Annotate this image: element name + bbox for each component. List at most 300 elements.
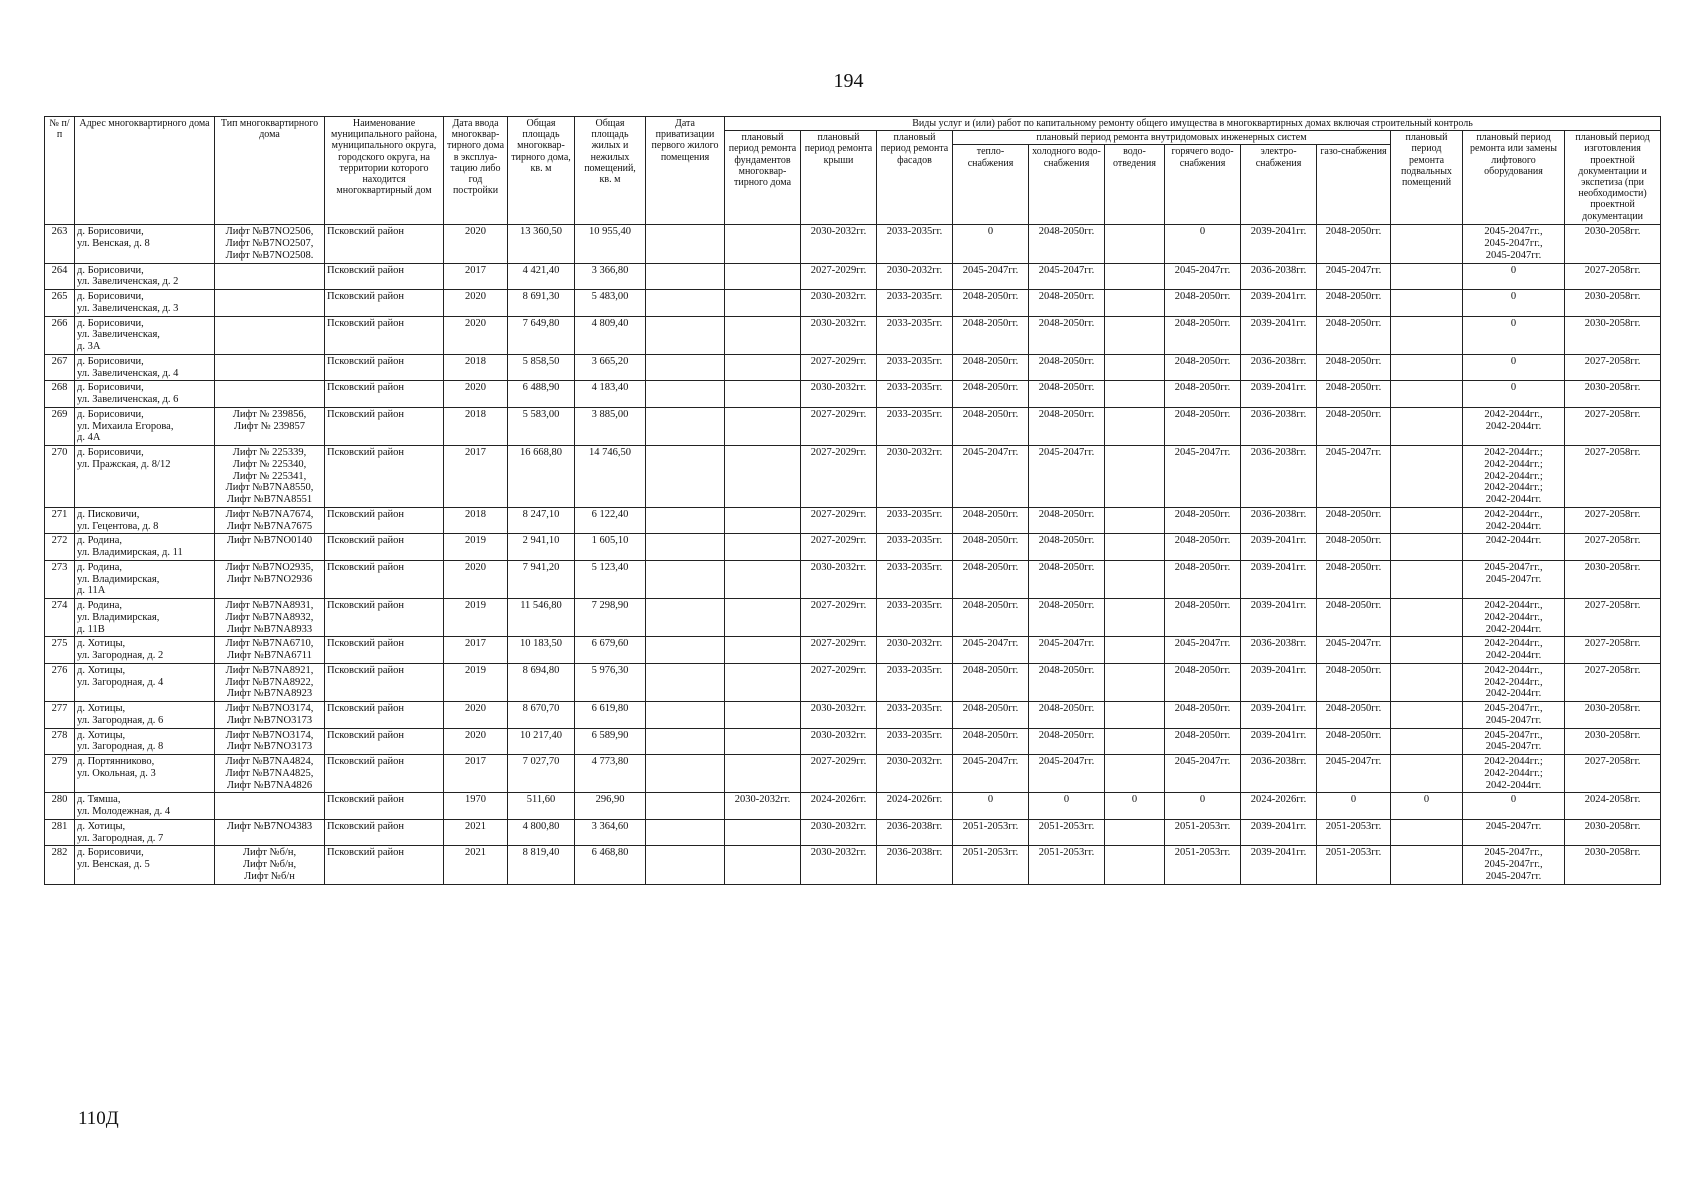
cell-elevator-line: 2045-2047гг., [1484,859,1543,871]
cell-num: 272 [45,534,75,561]
table-row [45,728,1661,755]
cell-drainage [1105,407,1165,445]
cell-lift-type [215,728,325,755]
cell-year: 2021 [444,819,508,846]
header-address: Адрес многоквартирного дома [75,117,215,225]
cell-elevator-line: 0 [1510,794,1517,806]
cell-address-line: ул. Загородная, д. 4 [77,676,164,688]
cell-privatization [646,819,725,846]
cell-electric: 2036-2038гг. [1241,507,1317,534]
cell-living-area: 6 589,90 [575,728,646,755]
cell-lift-type [215,263,325,290]
cell-address [75,819,215,846]
cell-elevator-line: 2042-2044гг., [1484,408,1543,420]
cell-hot-water: 2045-2047гг. [1165,755,1241,793]
cell-basement [1391,755,1463,793]
cell-facade: 2030-2032гг. [877,263,953,290]
cell-lift-type-line: Лифт №B7NO2935, [225,561,314,573]
cell-elevator-line: 0 [1510,317,1517,329]
cell-gas: 2045-2047гг. [1317,637,1391,664]
cell-electric: 2036-2038гг. [1241,354,1317,381]
cell-foundation [725,446,801,508]
cell-lift-type [215,793,325,820]
table-row [45,316,1661,354]
cell-address-line: ул. Завеличенская, д. 6 [77,394,179,406]
cell-design-docs: 2030-2058гг. [1565,846,1661,884]
cell-elevator-line: 2042-2044гг., [1484,638,1543,650]
cell-address [75,534,215,561]
cell-elevator-line: 2045-2047гг. [1485,714,1542,726]
cell-year: 2018 [444,407,508,445]
cell-address-line: ул. Владимирская, [77,573,160,585]
cell-living-area: 4 773,80 [575,755,646,793]
cell-elevator [1463,560,1565,598]
cell-heat: 2048-2050гг. [953,354,1029,381]
cell-foundation [725,316,801,354]
cell-drainage [1105,381,1165,408]
cell-cold-water: 2048-2050гг. [1029,225,1105,263]
cell-elevator-line: 2042-2044гг., [1484,611,1543,623]
cell-foundation [725,354,801,381]
table-row [45,755,1661,793]
cell-foundation [725,381,801,408]
cell-address-line: ул. Михаила Егорова, [77,420,174,432]
cell-privatization [646,560,725,598]
cell-hot-water: 2048-2050гг. [1165,663,1241,701]
cell-living-area: 3 364,60 [575,819,646,846]
cell-total-area: 7 649,80 [508,316,575,354]
cell-gas: 0 [1317,793,1391,820]
table-row [45,225,1661,263]
cell-foundation [725,225,801,263]
cell-drainage [1105,728,1165,755]
cell-gas: 2048-2050гг. [1317,225,1391,263]
cell-facade: 2036-2038гг. [877,819,953,846]
cell-foundation: 2030-2032гг. [725,793,801,820]
cell-drainage [1105,290,1165,317]
cell-basement [1391,446,1463,508]
cell-design-docs: 2030-2058гг. [1565,290,1661,317]
cell-year: 2020 [444,560,508,598]
cell-address-line: д. Родина, [77,561,122,573]
cell-address [75,599,215,637]
cell-municipality: Псковский район [325,290,444,317]
cell-design-docs: 2027-2058гг. [1565,599,1661,637]
cell-design-docs: 2030-2058гг. [1565,560,1661,598]
header-gas: газо-снабжения [1317,145,1391,225]
cell-lift-type-line: Лифт №B7NO3174, [225,729,314,741]
cell-hot-water: 2048-2050гг. [1165,599,1241,637]
cell-foundation [725,263,801,290]
cell-total-area: 13 360,50 [508,225,575,263]
cell-cold-water: 2048-2050гг. [1029,507,1105,534]
cell-address-line: ул. Молодежная, д. 4 [77,806,171,818]
cell-electric: 2039-2041гг. [1241,560,1317,598]
cell-elevator [1463,728,1565,755]
cell-cold-water: 2048-2050гг. [1029,663,1105,701]
cell-elevator [1463,793,1565,820]
cell-address-line: д. 3А [77,341,101,353]
cell-roof: 2024-2026гг. [801,793,877,820]
header-engineering-group: плановый период ремонта внутридомовых инженерных систем [953,131,1391,145]
cell-lift-type-line: Лифт №B7NA8550, [225,482,314,494]
cell-drainage [1105,354,1165,381]
cell-facade: 2024-2026гг. [877,793,953,820]
cell-elevator-line: 2042-2044гг.; [1484,470,1543,482]
cell-electric: 2039-2041гг. [1241,702,1317,729]
cell-privatization [646,728,725,755]
cell-privatization [646,702,725,729]
cell-address [75,263,215,290]
cell-heat: 2045-2047гг. [953,446,1029,508]
cell-roof: 2030-2032гг. [801,225,877,263]
cell-drainage [1105,225,1165,263]
cell-num: 273 [45,560,75,598]
cell-facade: 2033-2035гг. [877,599,953,637]
cell-gas: 2051-2053гг. [1317,846,1391,884]
cell-address [75,290,215,317]
cell-elevator-line: 2042-2044гг. [1485,420,1542,432]
cell-electric: 2039-2041гг. [1241,290,1317,317]
cell-heat: 2048-2050гг. [953,702,1029,729]
cell-roof: 2030-2032гг. [801,728,877,755]
cell-address-line: ул. Загородная, д. 6 [77,714,164,726]
cell-facade: 2033-2035гг. [877,381,953,408]
cell-elevator-line: 2042-2044гг.; [1484,482,1543,494]
cell-lift-type-line: Лифт № 225341, [232,470,307,482]
cell-municipality: Псковский район [325,755,444,793]
cell-address-line: д. Хотицы, [77,664,126,676]
cell-address-line: д. 11В [77,623,105,635]
cell-basement [1391,354,1463,381]
cell-basement [1391,819,1463,846]
cell-living-area: 6 619,80 [575,702,646,729]
cell-facade: 2033-2035гг. [877,407,953,445]
cell-elevator-line: 2042-2044гг. [1485,688,1542,700]
cell-basement [1391,381,1463,408]
cell-facade: 2033-2035гг. [877,702,953,729]
cell-privatization [646,637,725,664]
cell-roof: 2030-2032гг. [801,316,877,354]
cell-roof: 2030-2032гг. [801,702,877,729]
cell-address-line: ул. Пражская, д. 8/12 [77,458,171,470]
cell-address-line: ул. Венская, д. 5 [77,859,150,871]
cell-cold-water: 2045-2047гг. [1029,637,1105,664]
cell-design-docs: 2027-2058гг. [1565,637,1661,664]
cell-living-area: 6 468,80 [575,846,646,884]
cell-address-line: д. Борисовичи, [77,317,144,329]
cell-address-line: ул. Загородная, д. 2 [77,650,164,662]
header-commission-date: Дата ввода многоквар-тирного дома в эксплуа-тацию либо год постройки [444,117,508,225]
cell-address [75,381,215,408]
cell-foundation [725,534,801,561]
cell-lift-type-line: Лифт №B7NA8922, [225,676,314,688]
cell-year: 2017 [444,637,508,664]
cell-total-area: 8 694,80 [508,663,575,701]
header-design-docs: плановый период изготовления проектной документации и экспетиза (при необходимости) проектной документации [1565,131,1661,225]
cell-facade: 2033-2035гг. [877,507,953,534]
cell-heat: 2045-2047гг. [953,755,1029,793]
cell-privatization [646,599,725,637]
cell-num: 280 [45,793,75,820]
cell-heat: 2048-2050гг. [953,560,1029,598]
cell-total-area: 7 941,20 [508,560,575,598]
cell-lift-type-line: Лифт №B7NA7675 [226,520,313,532]
cell-electric: 2039-2041гг. [1241,316,1317,354]
cell-elevator-line: 2042-2044гг., [1484,600,1543,612]
cell-facade: 2033-2035гг. [877,290,953,317]
cell-elevator-line: 2045-2047гг. [1485,870,1542,882]
header-cold-water: холодного водо-снабжения [1029,145,1105,225]
cell-address [75,755,215,793]
cell-privatization [646,263,725,290]
table-row [45,819,1661,846]
cell-design-docs: 2027-2058гг. [1565,354,1661,381]
cell-total-area: 4 800,80 [508,819,575,846]
cell-privatization [646,446,725,508]
header-type: Тип многоквартирного дома [215,117,325,225]
cell-lift-type-line: Лифт №б/н, [242,847,297,859]
cell-hot-water: 0 [1165,793,1241,820]
cell-hot-water: 2048-2050гг. [1165,728,1241,755]
cell-total-area: 6 488,90 [508,381,575,408]
cell-address-line: д. Хотицы, [77,703,126,715]
cell-drainage [1105,316,1165,354]
cell-total-area: 4 421,40 [508,263,575,290]
cell-year: 2017 [444,446,508,508]
cell-elevator [1463,263,1565,290]
cell-drainage [1105,755,1165,793]
cell-design-docs: 2030-2058гг. [1565,702,1661,729]
cell-lift-type-line: Лифт № 225340, [232,458,307,470]
cell-num: 265 [45,290,75,317]
cell-elevator-line: 0 [1510,291,1517,303]
cell-foundation [725,507,801,534]
cell-lift-type-line: Лифт №B7NO3173 [226,741,313,753]
cell-drainage [1105,534,1165,561]
cell-living-area: 6 679,60 [575,637,646,664]
cell-lift-type [215,819,325,846]
cell-lift-type [215,407,325,445]
cell-electric: 2039-2041гг. [1241,846,1317,884]
cell-hot-water: 2048-2050гг. [1165,407,1241,445]
cell-year: 2019 [444,663,508,701]
cell-facade: 2033-2035гг. [877,354,953,381]
cell-num: 281 [45,819,75,846]
header-basement: плановый период ремонта подвальных помещений [1391,131,1463,225]
cell-lift-type [215,225,325,263]
cell-address-line: д. Борисовичи, [77,408,144,420]
cell-electric: 2036-2038гг. [1241,637,1317,664]
cell-facade: 2030-2032гг. [877,637,953,664]
cell-elevator-line: 2042-2044гг. [1485,520,1542,532]
cell-roof: 2027-2029гг. [801,263,877,290]
cell-electric: 2039-2041гг. [1241,534,1317,561]
cell-gas: 2048-2050гг. [1317,728,1391,755]
cell-foundation [725,407,801,445]
cell-municipality: Псковский район [325,560,444,598]
cell-facade: 2030-2032гг. [877,755,953,793]
cell-roof: 2030-2032гг. [801,560,877,598]
cell-cold-water: 2048-2050гг. [1029,381,1105,408]
cell-privatization [646,534,725,561]
cell-total-area: 2 941,10 [508,534,575,561]
table-row [45,263,1661,290]
cell-elevator-line: 2042-2044гг., [1484,664,1543,676]
cell-electric: 2039-2041гг. [1241,381,1317,408]
header-drainage: водо-отведения [1105,145,1165,225]
cell-address-line: ул. Владимирская, [77,611,160,623]
cell-municipality: Псковский район [325,225,444,263]
cell-lift-type-line: Лифт №B7NO0140 [226,535,313,547]
cell-address-line: ул. Завеличенская, д. 3 [77,302,179,314]
cell-address-line: ул. Завеличенская, д. 2 [77,276,179,288]
cell-num: 264 [45,263,75,290]
cell-address [75,846,215,884]
cell-heat: 2048-2050гг. [953,599,1029,637]
footer-code: 110Д [78,1108,119,1129]
cell-roof: 2027-2029гг. [801,407,877,445]
cell-roof: 2027-2029гг. [801,507,877,534]
cell-cold-water: 2045-2047гг. [1029,263,1105,290]
cell-living-area: 7 298,90 [575,599,646,637]
cell-foundation [725,755,801,793]
cell-lift-type-line: Лифт №B7NA4826 [226,779,313,791]
cell-municipality: Псковский район [325,507,444,534]
cell-num: 270 [45,446,75,508]
cell-elevator [1463,407,1565,445]
cell-roof: 2027-2029гг. [801,534,877,561]
cell-municipality: Псковский район [325,599,444,637]
cell-facade: 2036-2038гг. [877,846,953,884]
cell-cold-water: 2048-2050гг. [1029,728,1105,755]
cell-municipality: Псковский район [325,407,444,445]
cell-lift-type-line: Лифт №B7NO2936 [226,573,313,585]
cell-elevator-line: 2045-2047гг., [1484,561,1543,573]
cell-municipality: Псковский район [325,819,444,846]
cell-address-line: д. Борисовичи, [77,291,144,303]
cell-foundation [725,728,801,755]
cell-lift-type-line: Лифт №B7NA8923 [226,688,313,700]
cell-address-line: д. Борисовичи, [77,226,144,238]
cell-lift-type-line: Лифт №B7NA4824, [225,756,314,768]
cell-living-area: 5 123,40 [575,560,646,598]
cell-heat: 0 [953,225,1029,263]
cell-year: 2019 [444,534,508,561]
cell-foundation [725,560,801,598]
cell-hot-water: 2048-2050гг. [1165,560,1241,598]
cell-elevator [1463,819,1565,846]
cell-electric: 2039-2041гг. [1241,819,1317,846]
cell-lift-type-line: Лифт №B7NO2508. [225,249,314,261]
cell-elevator-line: 0 [1510,264,1517,276]
cell-living-area: 14 746,50 [575,446,646,508]
cell-lift-type-line: Лифт № 239856, [232,408,307,420]
cell-living-area: 3 885,00 [575,407,646,445]
cell-year: 2020 [444,225,508,263]
cell-basement [1391,599,1463,637]
cell-heat: 0 [953,793,1029,820]
cell-design-docs: 2030-2058гг. [1565,819,1661,846]
cell-gas: 2048-2050гг. [1317,534,1391,561]
cell-basement: 0 [1391,793,1463,820]
cell-address-line: д. Портянниково, [77,756,155,768]
cell-num: 268 [45,381,75,408]
cell-year: 2018 [444,354,508,381]
cell-elevator [1463,846,1565,884]
cell-facade: 2030-2032гг. [877,446,953,508]
cell-lift-type-line: Лифт № 239857 [234,420,305,432]
cell-hot-water: 2048-2050гг. [1165,381,1241,408]
cell-heat: 2048-2050гг. [953,534,1029,561]
cell-heat: 2045-2047гг. [953,263,1029,290]
cell-elevator-line: 2042-2044гг., [1484,676,1543,688]
cell-year: 2018 [444,507,508,534]
cell-living-area: 4 183,40 [575,381,646,408]
cell-heat: 2048-2050гг. [953,381,1029,408]
cell-basement [1391,560,1463,598]
cell-hot-water: 2048-2050гг. [1165,316,1241,354]
header-total-area: Общая площадь многоквар-тирного дома, кв. м [508,117,575,225]
cell-lift-type-line: Лифт №б/н, [242,859,297,871]
cell-address-line: ул. Венская, д. 8 [77,238,150,250]
cell-lift-type [215,507,325,534]
cell-design-docs: 2027-2058гг. [1565,755,1661,793]
cell-drainage [1105,846,1165,884]
cell-address [75,728,215,755]
table-row [45,354,1661,381]
cell-lift-type-line: Лифт №B7NO3173 [226,714,313,726]
cell-address-line: д. Хотицы, [77,820,126,832]
cell-lift-type-line: Лифт № 225339, [232,447,307,459]
table-row [45,637,1661,664]
cell-num: 263 [45,225,75,263]
cell-elevator-line: 2042-2044гг.; [1484,458,1543,470]
cell-total-area: 16 668,80 [508,446,575,508]
header-elevator: плановый период ремонта или замены лифтового оборудования [1463,131,1565,225]
cell-electric: 2039-2041гг. [1241,728,1317,755]
cell-elevator [1463,599,1565,637]
cell-design-docs: 2024-2058гг. [1565,793,1661,820]
cell-basement [1391,637,1463,664]
cell-living-area: 10 955,40 [575,225,646,263]
cell-address-line: д. Борисовичи, [77,264,144,276]
cell-municipality: Псковский район [325,793,444,820]
cell-privatization [646,507,725,534]
cell-municipality: Псковский район [325,316,444,354]
cell-cold-water: 2048-2050гг. [1029,534,1105,561]
cell-total-area: 10 217,40 [508,728,575,755]
cell-living-area: 6 122,40 [575,507,646,534]
cell-cold-water: 2048-2050гг. [1029,354,1105,381]
header-facade: плановый период ремонта фасадов [877,131,953,225]
cell-elevator [1463,446,1565,508]
cell-lift-type-line: Лифт №B7NA8933 [226,623,313,635]
cell-living-area: 4 809,40 [575,316,646,354]
cell-elevator [1463,354,1565,381]
cell-foundation [725,599,801,637]
header-foundation: плановый период ремонта фундаментов многоквар-тирного дома [725,131,801,225]
cell-lift-type [215,381,325,408]
cell-lift-type [215,663,325,701]
cell-elevator-line: 2042-2044гг.; [1484,756,1543,768]
cell-gas: 2045-2047гг. [1317,263,1391,290]
cell-cold-water: 2045-2047гг. [1029,755,1105,793]
cell-roof: 2030-2032гг. [801,846,877,884]
table-row [45,507,1661,534]
cell-num: 279 [45,755,75,793]
cell-basement [1391,702,1463,729]
